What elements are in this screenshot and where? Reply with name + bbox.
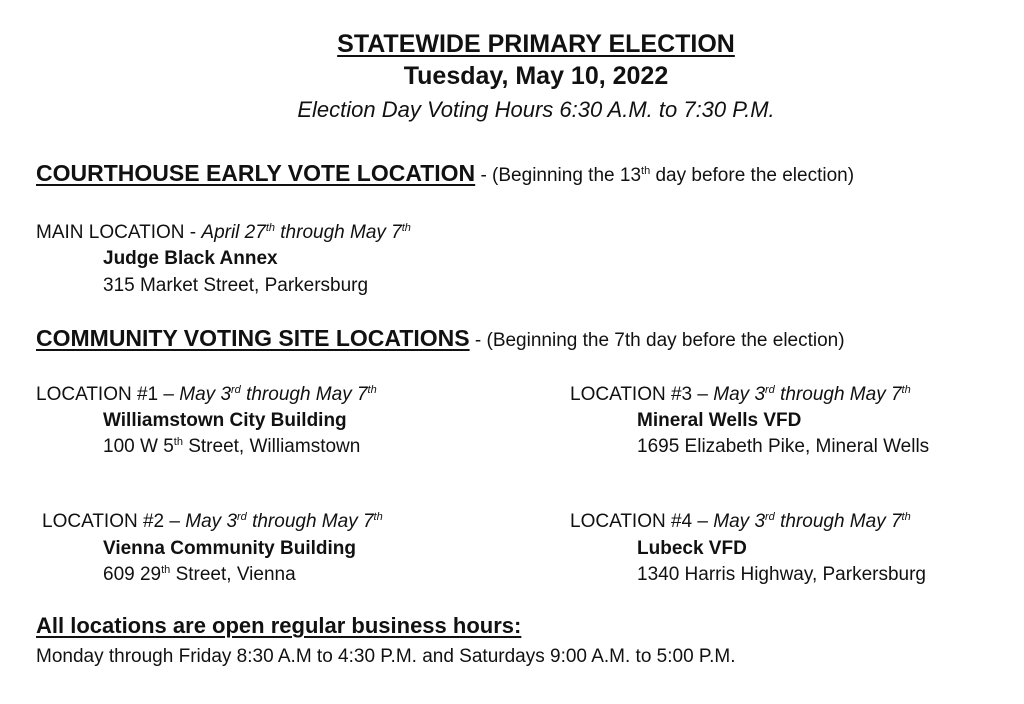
page-title: STATEWIDE PRIMARY ELECTION	[337, 30, 735, 58]
location-2-label: LOCATION #2 –	[42, 511, 186, 532]
community-heading: COMMUNITY VOTING SITE LOCATIONS	[36, 325, 470, 351]
main-dates-end: through May 7	[275, 222, 402, 243]
location-3-date-start: May 3	[713, 384, 766, 405]
location-4-date-start: May 3	[713, 511, 766, 532]
location-2-address-sup: th	[161, 564, 171, 576]
location-1-name: Williamstown City Building	[103, 410, 347, 431]
main-location-name: Judge Black Annex	[103, 248, 278, 269]
location-2-name: Vienna Community Building	[103, 538, 356, 559]
location-1-dates-line	[36, 384, 377, 406]
courthouse-note-suffix: day before the election)	[650, 165, 855, 186]
location-2-date-end-sup: th	[373, 511, 383, 523]
location-4-address: 1340 Harris Highway, Parkersburg	[637, 564, 926, 585]
location-3-name: Mineral Wells VFD	[637, 410, 802, 431]
location-4-date-start-sup: rd	[765, 511, 775, 523]
main-location-line	[36, 222, 411, 244]
main-dates-start-sup: th	[265, 222, 275, 234]
main-location-address: 315 Market Street, Parkersburg	[103, 275, 369, 296]
location-4-dates	[713, 511, 910, 532]
location-3-address: 1695 Elizabeth Pike, Mineral Wells	[637, 436, 930, 457]
location-1-address-start: 100 W 5	[103, 436, 174, 457]
location-2-address	[103, 564, 296, 586]
location-3-dates	[713, 384, 910, 405]
location-4-date-end-sup: th	[901, 511, 911, 523]
courthouse-note-prefix: - (Beginning the 13	[475, 165, 642, 186]
location-1-date-start-sup: rd	[231, 384, 241, 396]
location-2-dates-line	[42, 511, 383, 533]
community-section-header	[36, 325, 845, 352]
community-note: - (Beginning the 7th day before the election)	[469, 330, 845, 351]
location-1-date-end: through May 7	[240, 384, 368, 405]
main-dates-end-sup: th	[401, 222, 411, 234]
location-1-label: LOCATION #1 –	[36, 384, 180, 405]
location-4-dates-line	[570, 511, 911, 533]
location-1-dates	[179, 384, 376, 405]
election-day-hours: Election Day Voting Hours 6:30 A.M. to 7:30 P.M.	[297, 97, 775, 122]
location-2-date-start: May 3	[185, 511, 238, 532]
main-location-label: MAIN LOCATION -	[36, 222, 202, 243]
location-4-label: LOCATION #4 –	[570, 511, 714, 532]
location-3-dates-line	[570, 384, 911, 406]
main-dates-start: April 27	[201, 222, 266, 243]
courthouse-section-header	[36, 160, 854, 187]
location-3-date-end: through May 7	[774, 384, 902, 405]
location-2-date-start-sup: rd	[237, 511, 247, 523]
main-location-dates	[201, 222, 411, 243]
business-hours-heading: All locations are open regular business hours:	[36, 613, 522, 638]
location-3-label: LOCATION #3 –	[570, 384, 714, 405]
location-2-date-end: through May 7	[246, 511, 374, 532]
courthouse-note-sup: th	[641, 165, 651, 177]
courthouse-heading: COURTHOUSE EARLY VOTE LOCATION	[36, 160, 476, 186]
location-2-dates	[185, 511, 382, 532]
location-4-name: Lubeck VFD	[637, 538, 747, 559]
location-3-date-start-sup: rd	[765, 384, 775, 396]
courthouse-note	[475, 165, 854, 186]
location-1-address-end: Street, Williamstown	[182, 436, 361, 457]
location-1-date-start: May 3	[179, 384, 232, 405]
location-2-address-start: 609 29	[103, 564, 162, 585]
location-3-date-end-sup: th	[901, 384, 911, 396]
location-1-address-sup: th	[173, 436, 183, 448]
location-1-date-end-sup: th	[367, 384, 377, 396]
election-date: Tuesday, May 10, 2022	[403, 62, 669, 90]
business-hours-text: Monday through Friday 8:30 A.M to 4:30 P.M. and Saturdays 9:00 A.M. to 5:00 P.M.	[36, 646, 736, 667]
location-1-address	[103, 436, 360, 458]
location-2-address-end: Street, Vienna	[170, 564, 296, 585]
location-4-date-end: through May 7	[774, 511, 902, 532]
